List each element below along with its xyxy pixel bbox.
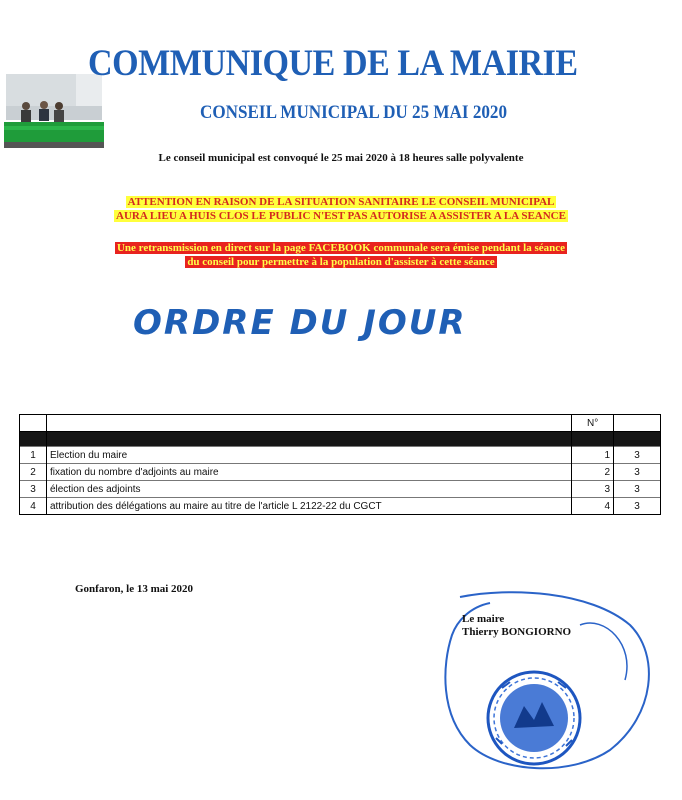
agenda-table (19, 414, 661, 515)
agenda-header-num (20, 415, 47, 432)
agenda-item-n: 3 (572, 481, 614, 498)
signatory-block (462, 613, 571, 639)
facebook-notice (0, 241, 682, 269)
facebook-notice-line-2: du conseil pour permettre à la population d'assister à cette séance (187, 256, 495, 268)
agenda-item-label: élection des adjoints (46, 481, 571, 498)
table-row (20, 464, 661, 481)
agenda-item-n: 1 (572, 447, 614, 464)
agenda-header-row (20, 415, 661, 432)
agenda-item-num: 1 (20, 447, 47, 464)
signatory-name: Thierry BONGIORNO (462, 626, 572, 638)
communique-title: COMMUNIQUE DE LA MAIRIE (88, 43, 578, 84)
agenda-header-pt (614, 415, 661, 432)
health-warning-line-2: AURA LIEU A HUIS CLOS LE PUBLIC N'EST PAS AUTORISE A ASSISTER A LA SEANCE (116, 210, 566, 222)
facebook-notice-line-1: Une retransmission en direct sur la page FACEBOOK communale sera émise pendant la séance (116, 242, 566, 254)
agenda-header-n: N° (572, 415, 614, 432)
agenda-item-pt: 3 (614, 447, 661, 464)
health-warning (0, 195, 682, 223)
table-row (20, 481, 661, 498)
convocation-text: Le conseil municipal est convoqué le 25 mai 2020 à 18 heures salle polyvalente (158, 152, 524, 164)
agenda-item-pt: 3 (614, 498, 661, 515)
table-row (20, 447, 661, 464)
agenda-item-num: 4 (20, 498, 47, 515)
agenda-item-label: fixation du nombre d'adjoints au maire (46, 464, 571, 481)
agenda-item-label: Election du maire (46, 447, 571, 464)
agenda-item-pt: 3 (614, 464, 661, 481)
signatory-role: Le maire (462, 613, 505, 625)
council-date-subtitle: CONSEIL MUNICIPAL DU 25 MAI 2020 (200, 102, 508, 123)
agenda-item-num: 2 (20, 464, 47, 481)
agenda-item-num: 3 (20, 481, 47, 498)
agenda-item-n: 2 (572, 464, 614, 481)
place-date-line: Gonfaron, le 13 mai 2020 (75, 583, 194, 595)
agenda-item-label: attribution des délégations au maire au titre de l'article L 2122-22 du CGCT (46, 498, 571, 515)
agenda-header-label (46, 415, 571, 432)
health-warning-line-1: ATTENTION EN RAISON DE LA SITUATION SANITAIRE LE CONSEIL MUNICIPAL (127, 196, 555, 208)
table-row (20, 498, 661, 515)
agenda-item-n: 4 (572, 498, 614, 515)
agenda-heading: ORDRE DU JOUR (133, 303, 467, 343)
agenda-item-pt: 3 (614, 481, 661, 498)
agenda-dark-band (20, 432, 661, 447)
mairie-stamp-icon (484, 668, 584, 768)
